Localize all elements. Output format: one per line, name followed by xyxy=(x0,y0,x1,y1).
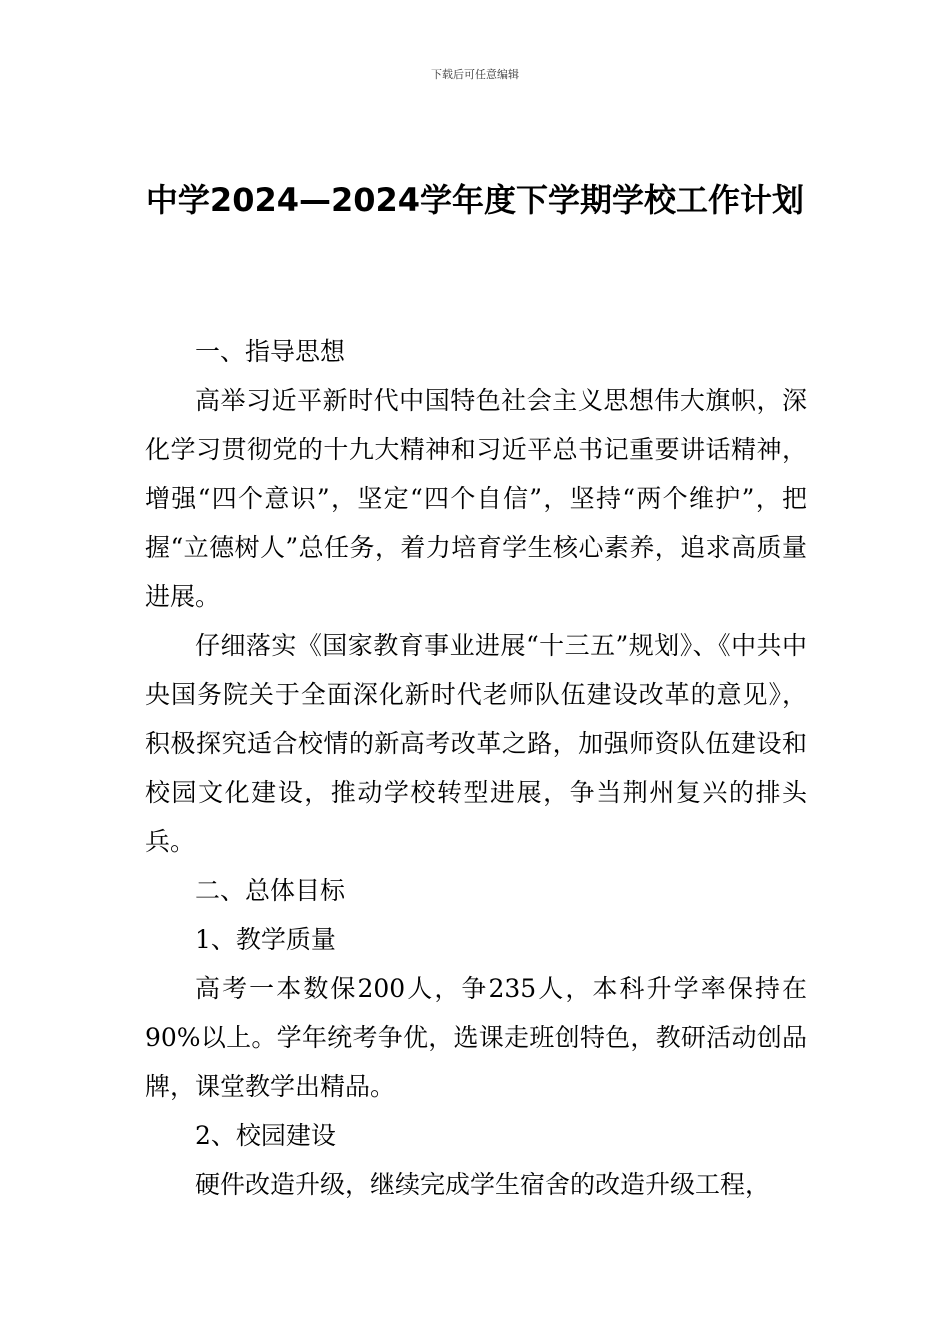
document-body xyxy=(145,327,807,1209)
section-heading-guiding-ideology: 一、指导思想 xyxy=(195,337,346,366)
paragraph: 仔细落实《国家教育事业进展“十三五”规划》、《中共中央国务院关于全面深化新时代老师队伍建设改革的意见》，积极探究适合校情的新高考改革之路，加强师资队伍建设和校园文化建设，推动学校转型进展，争当荆州复兴的排头兵。 xyxy=(145,631,807,856)
header-note: 下载后可任意编辑 xyxy=(431,68,519,81)
paragraph: 高考一本数保200人，争235人，本科升学率保持在90%以上。学年统考争优，选课走班创特色，教研活动创品牌，课堂教学出精品。 xyxy=(145,974,807,1101)
paragraph: 硬件改造升级，继续完成学生宿舍的改造升级工程， xyxy=(195,1170,771,1199)
document-title: 中学2024—2024学年度下学期学校工作计划 xyxy=(145,181,805,219)
subheading-teaching-quality: 1、教学质量 xyxy=(195,925,336,954)
section-heading-overall-goals: 二、总体目标 xyxy=(195,876,346,905)
subheading-campus-construction: 2、校园建设 xyxy=(195,1121,336,1150)
paragraph: 高举习近平新时代中国特色社会主义思想伟大旗帜，深化学习贯彻党的十九大精神和习近平总书记重要讲话精神，增强“四个意识”，坚定“四个自信”，坚持“两个维护”，把握“立德树人”总任务，着力培育学生核心素养，追求高质量进展。 xyxy=(145,386,807,611)
